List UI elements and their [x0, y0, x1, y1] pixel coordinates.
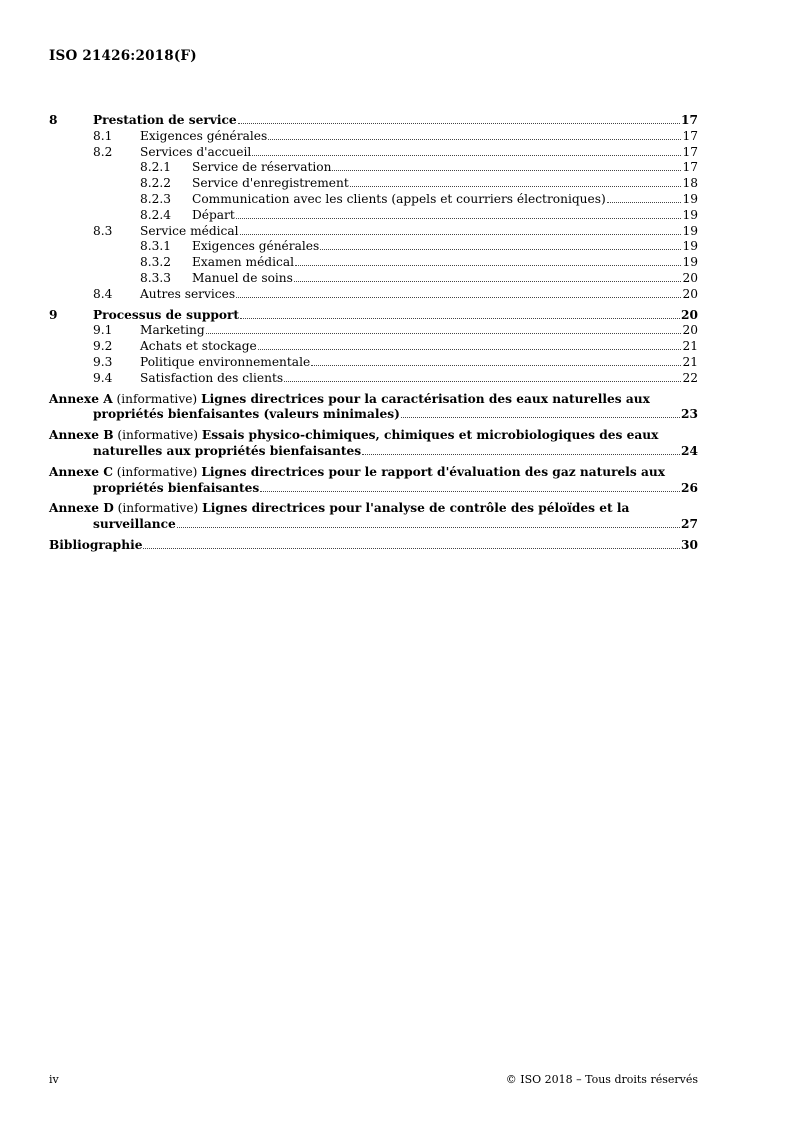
toc-number: 9.3 [93, 354, 113, 369]
toc-page: 19 [682, 191, 698, 206]
dot-leader [268, 139, 681, 140]
toc-page: 19 [682, 207, 698, 222]
annex-label: Annexe C [49, 464, 113, 479]
toc-title: Exigences générales [140, 128, 268, 143]
dot-leader [252, 155, 681, 156]
toc-number: 8.2.3 [140, 191, 172, 206]
toc-title: Service médical [140, 223, 239, 238]
toc-title: Service d'enregistrement [192, 176, 349, 191]
toc-number: 9 [49, 307, 58, 322]
toc-number: 9.1 [93, 323, 113, 338]
toc-number: 8.3.1 [140, 239, 172, 254]
toc-number: 8.4 [93, 286, 113, 301]
toc-title: Politique environnementale [140, 354, 311, 369]
annex-title-line2: surveillance [93, 517, 176, 532]
toc-number: 9.2 [93, 339, 113, 354]
toc-page: 18 [682, 176, 698, 191]
annex-label: Annexe B [49, 428, 114, 443]
toc-page: 17 [681, 113, 698, 127]
toc-entry-8-1[interactable] [49, 129, 698, 145]
toc-entry-8-2-2[interactable] [49, 176, 698, 192]
annex-title-line1: Lignes directrices pour l'analyse de contrôle des péloïdes et la [202, 501, 630, 516]
annex-title-line2: naturelles aux propriétés bienfaisantes [93, 443, 362, 458]
toc-entry-8[interactable] [49, 113, 698, 129]
toc-entry-9-1[interactable] [49, 323, 698, 339]
toc-entry-8-3-1[interactable] [49, 239, 698, 255]
toc-entry-8-2-3[interactable] [49, 192, 698, 208]
toc-entry-annex-d[interactable] [49, 501, 698, 533]
toc-page: 20 [682, 323, 698, 338]
toc-page: 17 [682, 160, 698, 175]
page-footer [49, 1073, 698, 1086]
annex-type: (informative) [117, 428, 199, 443]
toc-page: 26 [681, 480, 698, 495]
toc-entry-9-3[interactable] [49, 355, 698, 371]
dot-leader [294, 281, 682, 282]
toc-number: 8.2.1 [140, 160, 172, 175]
annex-title-line2: propriétés bienfaisantes [93, 480, 260, 495]
toc-page: 21 [682, 354, 698, 369]
toc-page: 24 [681, 443, 698, 458]
toc-entry-9-2[interactable] [49, 339, 698, 355]
toc-page: 30 [681, 537, 698, 552]
toc-page: 21 [682, 339, 698, 354]
annex-label: Annexe A [49, 391, 113, 406]
document-id-header: ISO 21426:2018(F) [49, 48, 197, 64]
toc-title: Communication avec les clients (appels et courriers électroniques) [192, 191, 606, 206]
dot-leader [311, 365, 681, 366]
annex-title-line1: Essais physico-chimiques, chimiques et microbiologiques des eaux [201, 428, 659, 443]
toc-title: Autres services [140, 286, 236, 301]
toc-page: 22 [682, 370, 698, 385]
toc-number: 8.2 [93, 144, 113, 159]
toc-entry-8-4[interactable] [49, 287, 698, 303]
toc-title: Achats et stockage [140, 339, 257, 354]
toc-number: 8.3 [93, 223, 113, 238]
dot-leader [320, 249, 681, 250]
toc-number: 8 [49, 113, 58, 127]
toc-number: 8.1 [93, 128, 113, 143]
toc-page: 19 [682, 239, 698, 254]
footer-copyright: © ISO 2018 – Tous droits réservés [505, 1073, 698, 1086]
dot-leader [401, 417, 680, 418]
annex-title-line2: propriétés bienfaisantes (valeurs minimales) [93, 407, 400, 422]
toc-page: 20 [682, 286, 698, 301]
toc-entry-annex-b[interactable] [49, 428, 698, 460]
dot-leader [238, 123, 680, 124]
toc-entry-9-4[interactable] [49, 371, 698, 387]
toc-page: 20 [682, 270, 698, 285]
toc-entry-8-2-1[interactable] [49, 160, 698, 176]
toc-page: 20 [681, 307, 698, 322]
annex-type: (informative) [116, 391, 198, 406]
dot-leader [206, 333, 682, 334]
toc-entry-bibliography[interactable] [49, 538, 698, 554]
footer-page-number: iv [49, 1073, 59, 1086]
toc-number: 9.4 [93, 370, 113, 385]
dot-leader [240, 234, 682, 235]
toc-entry-8-3-2[interactable] [49, 255, 698, 271]
toc-page: 27 [681, 517, 698, 532]
toc-number: 8.3.3 [140, 270, 172, 285]
dot-leader [258, 349, 682, 350]
annex-label: Annexe D [49, 501, 114, 516]
toc-page: 19 [682, 255, 698, 270]
toc-page: 17 [682, 128, 698, 143]
annex-title-line1: Lignes directrices pour la caractérisation des eaux naturelles aux [201, 391, 650, 406]
dot-leader [362, 454, 680, 455]
dot-leader [143, 548, 680, 549]
toc-title: Départ [192, 207, 235, 222]
toc-title: Processus de support [93, 307, 240, 322]
toc-number: 8.2.2 [140, 176, 172, 191]
dot-leader [284, 381, 681, 382]
dot-leader [295, 265, 681, 266]
dot-leader [177, 527, 680, 528]
toc-entry-9[interactable] [49, 308, 698, 324]
dot-leader [236, 218, 682, 219]
toc-title: Satisfaction des clients [140, 370, 284, 385]
toc-title: Manuel de soins [192, 270, 293, 285]
toc-title: Prestation de service [93, 113, 237, 127]
toc-title: Service de réservation [192, 160, 332, 175]
toc-title: Exigences générales [192, 239, 320, 254]
toc-entry-8-2[interactable] [49, 145, 698, 161]
toc-title: Bibliographie [49, 537, 143, 552]
dot-leader [260, 491, 680, 492]
dot-leader [240, 318, 680, 319]
dot-leader [236, 297, 681, 298]
annex-type: (informative) [116, 464, 198, 479]
toc-entry-annex-c[interactable] [49, 465, 698, 497]
toc-entry-8-3-3[interactable] [49, 271, 698, 287]
toc-number: 8.2.4 [140, 207, 172, 222]
toc-title: Examen médical [192, 255, 294, 270]
toc-entry-annex-a[interactable] [49, 392, 698, 424]
table-of-contents [49, 113, 698, 554]
toc-number: 8.3.2 [140, 255, 172, 270]
dot-leader [332, 170, 681, 171]
toc-page: 17 [682, 144, 698, 159]
toc-page: 19 [682, 223, 698, 238]
annex-type: (informative) [117, 501, 199, 516]
annex-title-line1: Lignes directrices pour le rapport d'évaluation des gaz naturels aux [201, 464, 666, 479]
dot-leader [350, 186, 682, 187]
toc-title: Marketing [140, 323, 205, 338]
toc-entry-8-2-4[interactable] [49, 208, 698, 224]
toc-page: 23 [681, 407, 698, 422]
toc-entry-8-3[interactable] [49, 224, 698, 240]
toc-title: Services d'accueil [140, 144, 252, 159]
dot-leader [607, 202, 682, 203]
